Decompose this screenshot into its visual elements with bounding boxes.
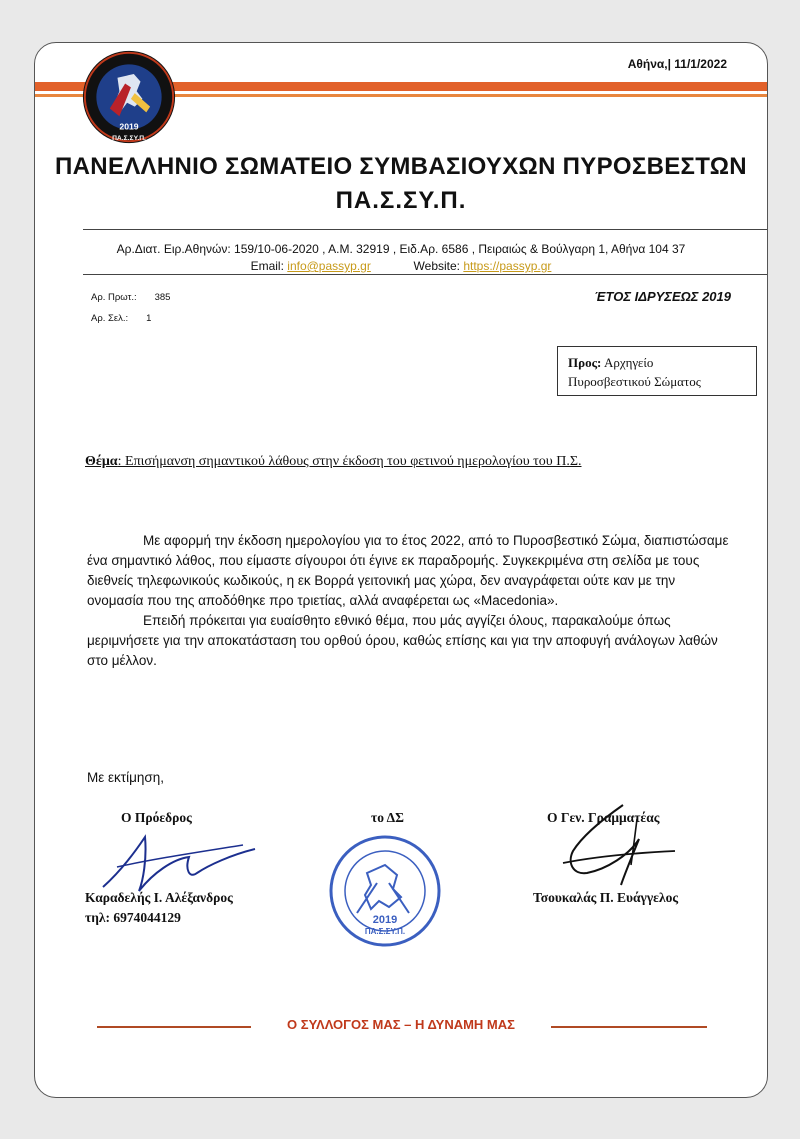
svg-text:ΠΑ.Σ.ΣΥ.Π.: ΠΑ.Σ.ΣΥ.Π.	[364, 927, 406, 936]
president-phone: τηλ: 6974044129	[85, 910, 181, 925]
letter-date: Αθήνα,| 11/1/2022	[627, 57, 727, 71]
protocol-label: Αρ. Πρωτ.:	[91, 292, 137, 303]
header-divider-bottom	[83, 274, 767, 275]
svg-text:ΠΑ.Σ.ΣΥ.Π.: ΠΑ.Σ.ΣΥ.Π.	[112, 135, 146, 143]
recipient-line1: Αρχηγείο	[603, 355, 654, 370]
body-paragraph-1: Με αφορμή την έκδοση ημερολογίου για το έτος 2022, από το Πυροσβεστικό Σώμα, διαπιστώσαμε ένα σημαντικό λάθος, που είμαστε σίγουροι ότι έγινε εκ παραδρομής. Συγκεκριμένα στη σελίδα με τους διεθνείς τηλεφωνικούς κωδικούς, η εκ Βορρά γειτονική μας χώρα, δεν αναγράφεται ούτε καν με την ονομασία που της αποδόθηκε προ τριετίας, αλλά αναφέρεται ως «Macedonia».	[87, 533, 729, 608]
footer-motto: Ο ΣΥΛΛΟΓΟΣ ΜΑΣ – Η ΔΥΝΑΜΗ ΜΑΣ	[287, 1017, 515, 1032]
secretary-name: Τσουκαλάς Π. Ευάγγελος	[533, 890, 679, 905]
header-divider-top	[83, 229, 767, 230]
svg-text:2019: 2019	[119, 121, 139, 132]
svg-text:2019: 2019	[372, 914, 398, 926]
page-value: 1	[146, 313, 152, 324]
president-role: Ο Πρόεδρος	[121, 810, 192, 825]
letter-page	[34, 42, 768, 1098]
subject-line	[85, 454, 582, 470]
closing: Με εκτίμηση,	[87, 770, 164, 785]
union-abbreviation: ΠΑ.Σ.ΣΥ.Π.	[335, 187, 467, 214]
president-signature	[93, 829, 263, 899]
president-name: Καραδελής Ι. Αλέξανδρος	[85, 890, 233, 905]
website-label: Website:	[413, 259, 460, 273]
union-logo	[81, 49, 177, 145]
page-number	[91, 313, 151, 324]
founded-year: ΈΤΟΣ ΙΔΡΥΣΕΩΣ 2019	[594, 289, 731, 304]
subject-label: Θέμα	[85, 454, 118, 469]
secretary-signature	[543, 799, 683, 889]
protocol-value: 385	[154, 292, 171, 303]
association-stamp	[327, 833, 443, 949]
page-label: Αρ. Σελ.:	[91, 313, 129, 324]
union-title: ΠΑΝΕΛΛΗΝΙΟ ΣΩΜΑΤΕΙΟ ΣΥΜΒΑΣΙΟΥΧΩΝ ΠΥΡΟΣΒΕΣΤΩΝ	[55, 153, 747, 180]
contact-info	[35, 259, 767, 273]
email-link[interactable]: info@passyp.gr	[287, 259, 371, 273]
body-paragraph-2: Επειδή πρόκειται για ευαίσθητο εθνικό θέμα, που μάς αγγίζει όλους, παρακαλούμε όπως μεριμνήσετε για την αποκατάσταση του ορθού όρου, καθώς επίσης και για την αποφυγή ανάλογων λαθών στο μέλλον.	[87, 613, 718, 668]
board-role: το ΔΣ	[371, 810, 404, 825]
subject-text: : Επισήμανση σημαντικού λάθους στην έκδοση του φετινού ημερολογίου του Π.Σ.	[117, 454, 582, 469]
registration-info: Αρ.Διατ. Ειρ.Αθηνών: 159/10-06-2020 , Α.Μ. 32919 , Ειδ.Αρ. 6586 , Πειραιώς & Βούλγαρη 1, Αθήνα 104 37	[116, 242, 686, 256]
recipient-box	[557, 346, 757, 396]
letter-body	[87, 531, 733, 671]
website-link[interactable]: https://passyp.gr	[463, 259, 552, 273]
recipient-line2: Πυροσβεστικού Σώματος	[568, 374, 701, 389]
email-label: Email:	[250, 259, 284, 273]
recipient-label: Προς:	[568, 355, 602, 370]
protocol-number	[91, 292, 170, 303]
secretary-role: Ο Γεν. Γραμματέας	[547, 810, 660, 825]
